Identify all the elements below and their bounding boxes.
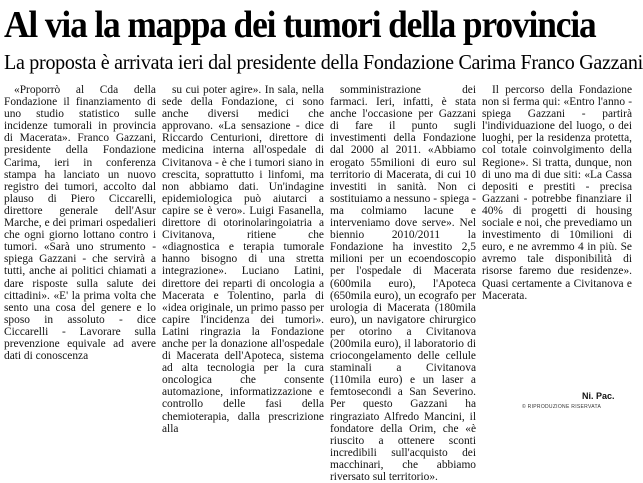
article-column-2 — [162, 84, 324, 446]
column-4-text: Il percorso della Fondazione non si ferma qui: «Entro l'anno - spiega Gazzani - partirà l'individuazione del luogo, o dei luoghi, per la residenza protetta, col totale coinvolgimento della Regione». Si tratta, dunque, non di uno ma di due siti: «La Cassa depositi e prestiti - precisa Gazzani - potrebbe finanziare il 40% di progetti di housing sociale e noi, che prevediamo un investimento di 10milioni di euro, e ne avremmo 4 in più. Se avremo tale disponibilità di risorse faremo due residenze». Quasi certamente a Civitanova e Macerata. — [482, 84, 632, 302]
reproduction-notice: © RIPRODUZIONE RISERVATA — [522, 404, 602, 410]
column-2-text: su cui poter agire». In sala, nella sede della Fondazione, ci sono anche diversi medici che approvano. «La sensazione - dice Riccardo Centurioni, direttore di medicina interna all'ospedale di Civitanova - è che i tumori siano in crescita, soprattutto i linfomi, ma non abbiamo dati. Un'indagine epidemiologica può aiutarci a capire se è vero». Luigi Fasanella, direttore di otorinolaringoiatria a Civitanova, ritiene che «diagnostica e terapia tumorale hanno bisogno di una stretta integrazione». Luciano Latini, direttore dei reparti di oncologia a Macerata e Tolentino, parla di «idea originale, un primo passo per capire l'incidenza dei tumori». Latini ringrazia la Fondazione anche per la donazione all'ospedale di Macerata dell'Apoteca, sistema ad alta tecnologia per la cura oncologica che consente automazione, informatizzazione e controllo delle fasi della chemioterapia, dalla prescrizione alla — [162, 84, 324, 435]
article-column-1 — [4, 84, 156, 446]
article-headline: Al via la mappa dei tumori della provincia — [4, 4, 596, 46]
article-subheadline: La proposta è arrivata ieri dal presidente della Fondazione Carima Franco Gazzani — [4, 50, 643, 74]
column-1-text: «Proporrò al Cda della Fondazione il finanziamento di uno studio statistico sulle incidenze tumorali in provincia di Macerata». Franco Gazzani, presidente della Fondazione Carima, ieri in conferenza stampa ha lanciato un nuovo registro dei tumori, accolto dal plauso di Piero Ciccarelli, direttore generale dell'Asur Marche, e dei primari ospedalieri che ogni giorno lottano contro i tumori. «Sarà uno strumento - spiega Gazzani - che servirà a tutti, anche ai politici chiamati a dare risposte sulla salute dei cittadini». «E' la prima volta che sento una cosa del genere e lo sposo in assoluto - dice Ciccarelli - Lavorare sulla prevenzione equivale ad avere dati di conoscenza — [4, 84, 156, 363]
article-column-3 — [330, 84, 476, 483]
author-credit: Ni. Pac. — [582, 391, 615, 401]
column-3-text: somministrazione dei farmaci. Ieri, infatti, è stata anche l'occasione per Gazzani di fare il punto sugli investimenti della Fondazione dal 2000 al 2011. «Abbiamo erogato 55milioni di euro sul territorio di Macerata, di cui 10 investiti in sanità. Non ci sostituiamo a nessuno - spiega - ma colmiamo lacune e interveniamo dove serve». Nel biennio 2010/2011 la Fondazione ha investito 2,5 milioni per un ecoendoscopio per l'ospedale di Macerata (600mila euro), l'Apoteca (650mila euro), un ecografo per urologia di Macerata (180mila euro), un navigatore chirurgico per otorino a Civitanova (200mila euro), il laboratorio di criocongelamento delle cellule staminali a Civitanova (110mila euro) e un laser a femtosecondi a San Severino. Per questo Gazzani ha ringraziato Alfredo Mancini, il fondatore della Orim, che «è riuscito a ottenere sconti incredibili sull'acquisto dei macchinari, che abbiamo riversato sul territorio». — [330, 84, 476, 483]
